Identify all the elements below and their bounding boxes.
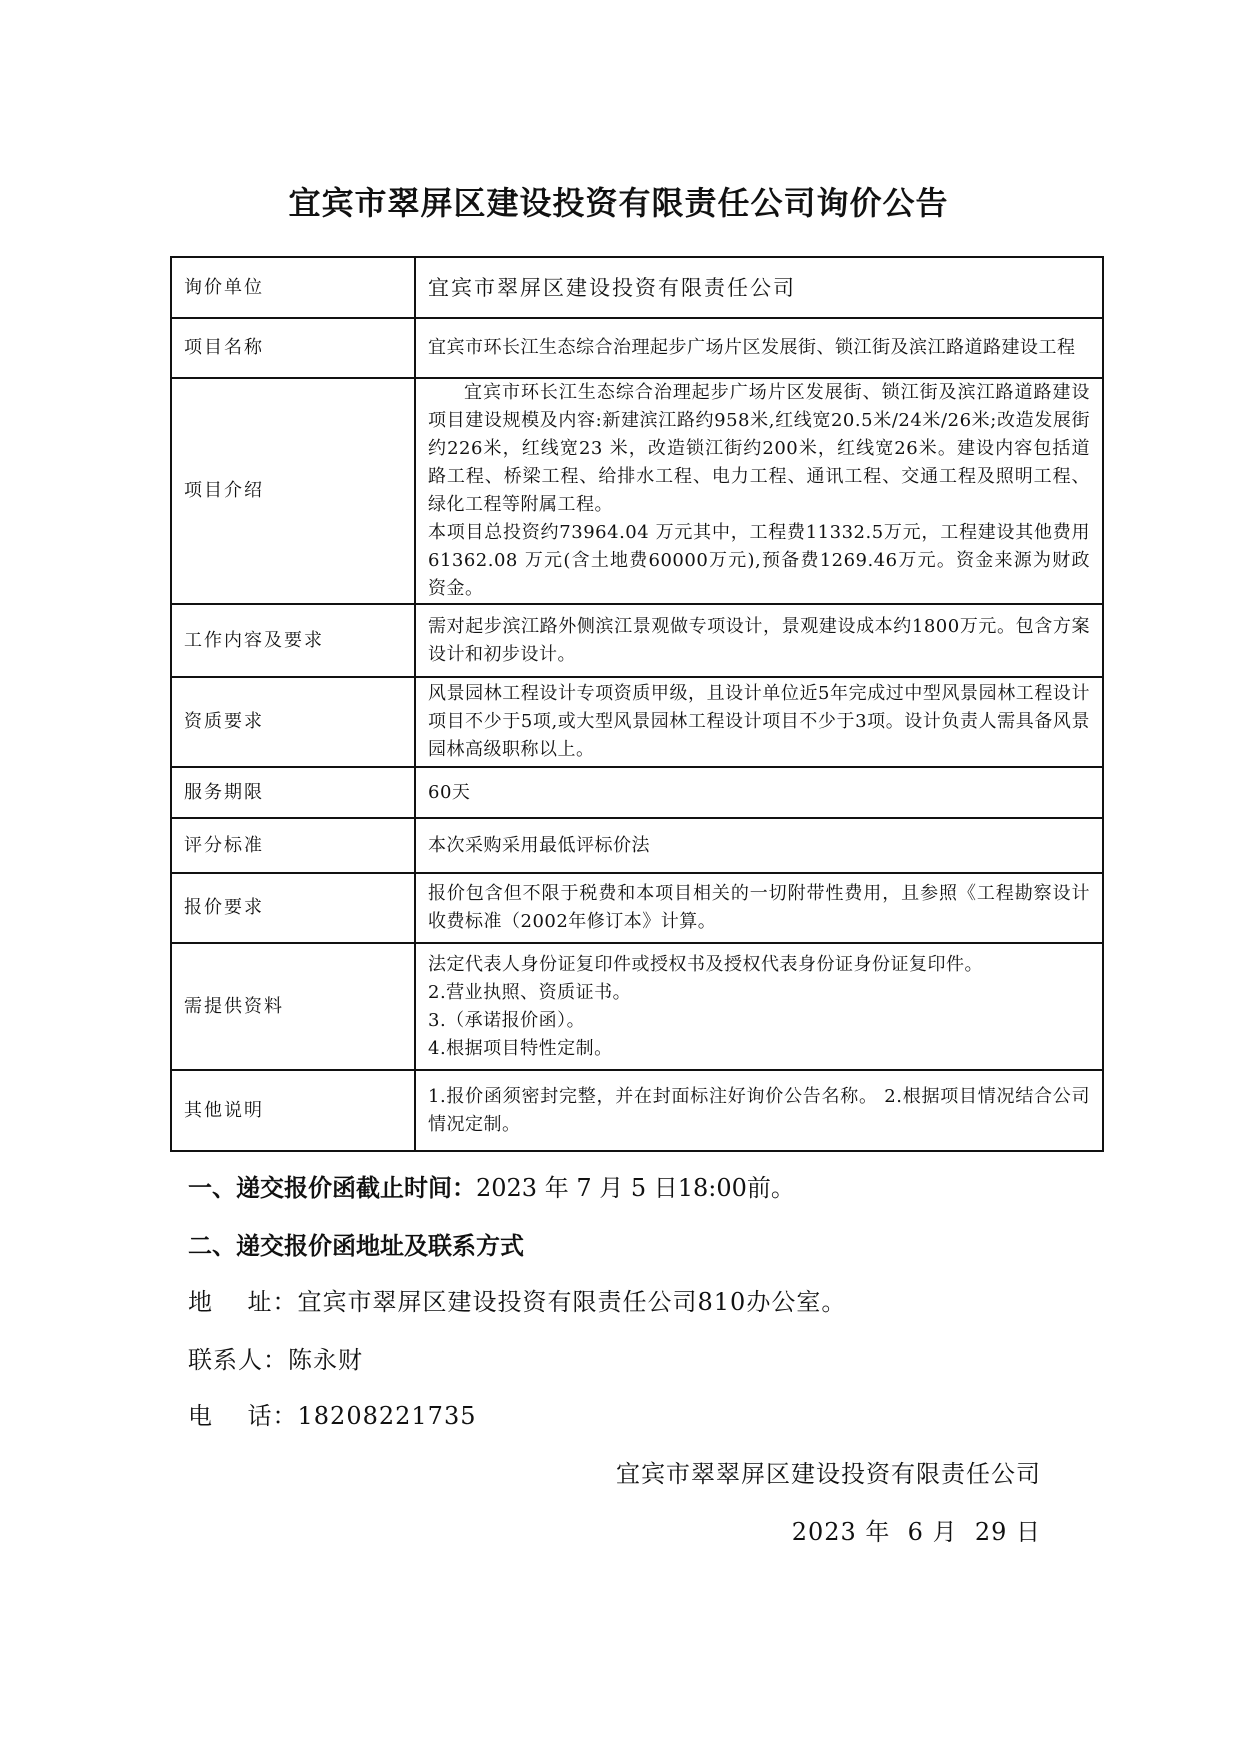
address-heading: [188, 1226, 524, 1261]
row-label: 工作内容及要求: [171, 604, 415, 677]
document-title: 宜宾市翠屏区建设投资有限责任公司询价公告: [288, 184, 949, 222]
deadline-value: 2023 年 7 月 5 日18:00前。: [476, 1174, 795, 1202]
row-label: 服务期限: [171, 767, 415, 818]
row-value: [415, 943, 1103, 1070]
row-value: 需对起步滨江路外侧滨江景观做专项设计，景观建设成本约1800万元。包含方案设计和初步设计。: [415, 604, 1103, 677]
row-value: 1.报价函须密封完整，并在封面标注好询价公告名称。 2.根据项目情况结合公司情况定制。: [415, 1070, 1103, 1151]
table-row: [171, 677, 1103, 767]
material-item: 法定代表人身份证复印件或授权书及授权代表身份证身份证复印件。: [428, 953, 983, 975]
material-item: 4.根据项目特性定制。: [428, 1037, 613, 1059]
row-label: 项目介绍: [171, 378, 415, 604]
table-row: [171, 767, 1103, 818]
row-label: 其他说明: [171, 1070, 415, 1151]
row-value: 风景园林工程设计专项资质甲级，且设计单位近5年完成过中型风景园林工程设计项目不少于5项,或大型风景园林工程设计项目不少于3项。设计负责人需具备风景园林高级职称以上。: [415, 677, 1103, 767]
contact-line: 联系人：陈永财: [188, 1346, 363, 1374]
signature-date: 2023 年 6 月 29 日: [791, 1518, 1041, 1546]
address-heading-text: 二、递交报价函地址及联系方式: [188, 1231, 524, 1260]
row-label: 项目名称: [171, 318, 415, 378]
table-row: [171, 378, 1103, 604]
table-row: [171, 257, 1103, 318]
row-label: 资质要求: [171, 677, 415, 767]
row-value: 60天: [415, 767, 1103, 818]
project-scope-text: 宜宾市环长江生态综合治理起步广场片区发展街、锁江街及滨江路道路建设项目建设规模及内容:新建滨江路约958米,红线宽20.5米/24米/26米;改造发展街约226米，红线宽23 米，改造锁江街约200米，红线宽26米。建设内容包括道路工程、桥梁工程、给排水工程、电力工程、通讯工程、交通工程及照明工程、绿化工程等附属工程。: [428, 382, 1090, 515]
address-line: 地 址：宜宾市翠屏区建设投资有限责任公司810办公室。: [188, 1288, 847, 1316]
table-row: [171, 943, 1103, 1070]
table-row: [171, 604, 1103, 677]
row-value: 宜宾市翠屏区建设投资有限责任公司: [415, 257, 1103, 318]
signature-company: 宜宾市翠翠屏区建设投资有限责任公司: [616, 1460, 1041, 1488]
row-value: 本次采购采用最低评标价法: [415, 818, 1103, 873]
table-row: [171, 873, 1103, 943]
material-item: 3.（承诺报价函）。: [428, 1009, 586, 1031]
row-label: 询价单位: [171, 257, 415, 318]
row-label: 评分标准: [171, 818, 415, 873]
row-value: 宜宾市环长江生态综合治理起步广场片区发展街、锁江街及滨江路道路建设工程: [415, 318, 1103, 378]
phone-line: 电 话：18208221735: [188, 1402, 477, 1430]
row-value: 报价包含但不限于税费和本项目相关的一切附带性费用，且参照《工程勘察设计收费标准（2002年修订本》计算。: [415, 873, 1103, 943]
deadline-section: [188, 1168, 795, 1203]
table-row: [171, 318, 1103, 378]
project-investment-text: 本项目总投资约73964.04 万元其中，工程费11332.5万元，工程建设其他费用61362.08 万元(含土地费60000万元),预备费1269.46万元。资金来源为财政资金。: [428, 522, 1090, 599]
inquiry-table: [170, 256, 1104, 1152]
row-value: [415, 378, 1103, 604]
row-label: 报价要求: [171, 873, 415, 943]
row-label: 需提供资料: [171, 943, 415, 1070]
table-row: [171, 1070, 1103, 1151]
material-item: 2.营业执照、资质证书。: [428, 981, 632, 1003]
table-row: [171, 818, 1103, 873]
deadline-label: 一、递交报价函截止时间：: [188, 1173, 476, 1202]
